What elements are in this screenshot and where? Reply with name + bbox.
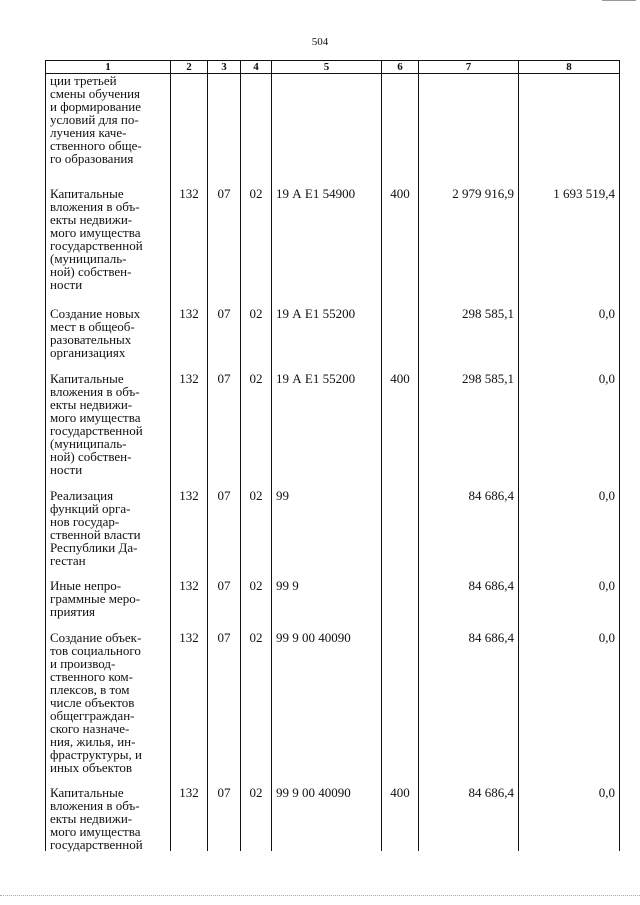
row-section: 07 (208, 786, 241, 851)
table-row (46, 372, 620, 489)
row-ministry: 132 (171, 307, 208, 372)
row-expense-type (382, 631, 419, 786)
table-row (46, 187, 620, 307)
row-ministry: 132 (171, 631, 208, 786)
budget-table (45, 60, 620, 851)
row-expense-type: 400 (382, 786, 419, 851)
row-section: 07 (208, 579, 241, 631)
table-row (46, 489, 620, 579)
row-sum-a (419, 74, 519, 187)
row-ministry: 132 (171, 187, 208, 307)
row-sum-a: 84 686,4 (419, 579, 519, 631)
row-subsection: 02 (241, 631, 272, 786)
row-sum-b: 0,0 (519, 786, 620, 851)
row-ministry (171, 74, 208, 187)
row-section: 07 (208, 631, 241, 786)
header-col-5: 5 (272, 61, 382, 74)
row-name: Иные непро- граммные меро- приятия (46, 579, 171, 631)
row-expense-type: 400 (382, 187, 419, 307)
table-row (46, 307, 620, 372)
row-ministry: 132 (171, 579, 208, 631)
row-sum-a: 84 686,4 (419, 786, 519, 851)
row-sum-b: 0,0 (519, 631, 620, 786)
row-target: 19 А Е1 55200 (272, 307, 382, 372)
row-name: Капитальные вложения в объ- екты недвижи- мого имущества государственной (муниципаль- ной) собствен- ности (46, 372, 171, 489)
row-subsection: 02 (241, 372, 272, 489)
header-row (46, 61, 620, 74)
row-sum-a: 298 585,1 (419, 307, 519, 372)
row-target: 99 9 00 40090 (272, 786, 382, 851)
row-name: Создание объек- тов социального и производ- ственного ком- плексов, в том числе объектов общегграждан- ского назначе- ния, жилья, ин- фраструктуры, и иных объектов (46, 631, 171, 786)
row-sum-b: 0,0 (519, 489, 620, 579)
row-subsection (241, 74, 272, 187)
row-ministry: 132 (171, 372, 208, 489)
row-expense-type (382, 579, 419, 631)
row-target: 19 А Е1 55200 (272, 372, 382, 489)
row-section: 07 (208, 489, 241, 579)
row-sum-a: 2 979 916,9 (419, 187, 519, 307)
row-subsection: 02 (241, 786, 272, 851)
table-row (46, 631, 620, 786)
row-name: Реализация функций орга- нов государ- ственной власти Республики Да- гестан (46, 489, 171, 579)
table-row (46, 786, 620, 851)
header-col-2: 2 (171, 61, 208, 74)
scan-bottom-rule (0, 895, 640, 896)
row-expense-type (382, 74, 419, 187)
row-expense-type (382, 307, 419, 372)
row-subsection: 02 (241, 307, 272, 372)
scan-corner-mark (602, 0, 636, 3)
row-sum-b (519, 74, 620, 187)
row-target (272, 74, 382, 187)
header-col-1: 1 (46, 61, 171, 74)
table-row (46, 74, 620, 187)
header-col-4: 4 (241, 61, 272, 74)
row-name: Капитальные вложения в объ- екты недвижи- мого имущества государственной (муниципаль- ной) собствен- ности (46, 187, 171, 307)
header-col-7: 7 (419, 61, 519, 74)
row-name: Капитальные вложения в объ- екты недвижи- мого имущества государственной (46, 786, 171, 851)
header-col-8: 8 (519, 61, 620, 74)
row-sum-b: 0,0 (519, 372, 620, 489)
row-ministry: 132 (171, 786, 208, 851)
row-name: ции третьей смены обучения и формирование условий для по- лучения каче- ственного обще- го образования (46, 74, 171, 187)
row-subsection: 02 (241, 489, 272, 579)
row-sum-a: 84 686,4 (419, 631, 519, 786)
row-sum-a: 298 585,1 (419, 372, 519, 489)
row-target: 99 9 (272, 579, 382, 631)
row-expense-type (382, 489, 419, 579)
row-sum-a: 84 686,4 (419, 489, 519, 579)
row-section: 07 (208, 187, 241, 307)
row-section (208, 74, 241, 187)
table-row (46, 579, 620, 631)
page-number: 504 (311, 36, 329, 48)
row-expense-type: 400 (382, 372, 419, 489)
row-section: 07 (208, 307, 241, 372)
header-col-6: 6 (382, 61, 419, 74)
row-subsection: 02 (241, 187, 272, 307)
row-section: 07 (208, 372, 241, 489)
row-ministry: 132 (171, 489, 208, 579)
row-sum-b: 0,0 (519, 307, 620, 372)
row-sum-b: 1 693 519,4 (519, 187, 620, 307)
row-target: 99 9 00 40090 (272, 631, 382, 786)
row-sum-b: 0,0 (519, 579, 620, 631)
row-name: Создание новых мест в общеоб- разовательных организациях (46, 307, 171, 372)
row-target: 19 А Е1 54900 (272, 187, 382, 307)
header-col-3: 3 (208, 61, 241, 74)
row-target: 99 (272, 489, 382, 579)
row-subsection: 02 (241, 579, 272, 631)
